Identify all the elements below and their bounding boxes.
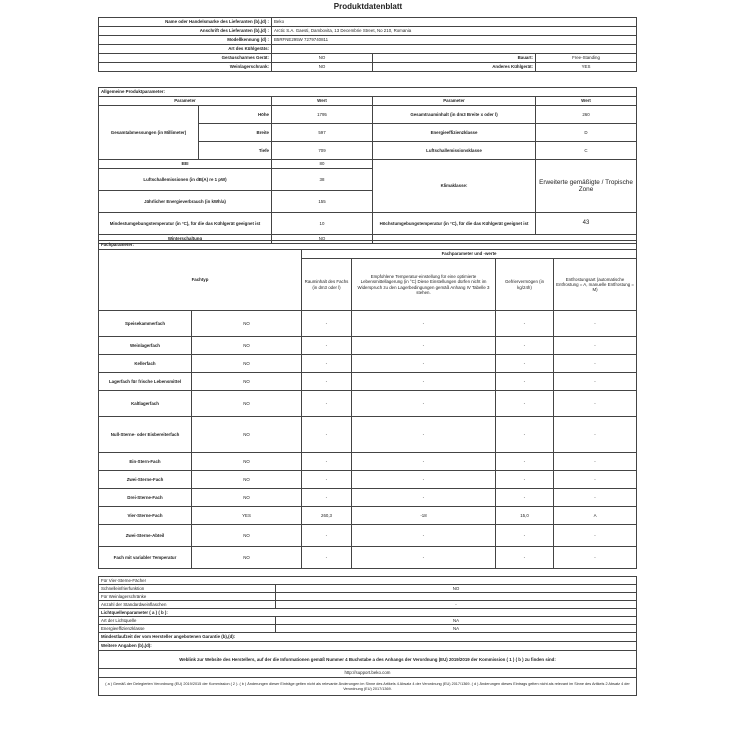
footer-value: NA <box>276 625 637 633</box>
compartment-volume: - <box>302 525 352 547</box>
compartment-present: NO <box>192 525 302 547</box>
supplier-value: Arctic S.A. Gaesti, Dambovita, 13 Decembrie Street, No 210, Romania <box>272 27 637 36</box>
footer-row <box>99 585 637 593</box>
min-temp-value: 10 <box>272 213 373 235</box>
compartment-row <box>99 507 637 525</box>
compartment-defrost: - <box>554 311 637 337</box>
dim-label: Breite <box>199 124 272 142</box>
footer-label: Anzahl der Standardweinflaschen <box>99 601 276 609</box>
compartment-temp: - <box>352 373 496 391</box>
compartment-present: NO <box>192 489 302 507</box>
footer-value <box>276 593 637 601</box>
min-temp-label: Mindestumgebungstemperatur (in °C), für die das Kühlgerät geeignet ist <box>99 213 272 235</box>
compartment-temp: - <box>352 453 496 471</box>
climate-value: Erweiterte gemäßigte / Tropische Zone <box>536 160 637 213</box>
general-section-title: Allgemeine Produktparameter: <box>99 88 637 97</box>
compartment-temp: - <box>352 337 496 355</box>
footer-row <box>99 625 637 633</box>
compartment-row <box>99 525 637 547</box>
footer-label: Art der Lichtquelle <box>99 617 276 625</box>
compartment-defrost: - <box>554 373 637 391</box>
temp-row <box>99 213 637 235</box>
compartment-present: NO <box>192 417 302 453</box>
footer-row <box>99 601 637 609</box>
compartment-freeze: - <box>496 391 554 417</box>
compartment-freeze: - <box>496 489 554 507</box>
footer-label: Schnelleinfrierfunktion <box>99 585 276 593</box>
supplier-label: Name oder Handelsmarke des Lieferanten (b),(d) : <box>99 18 272 27</box>
compartment-name: Lagerfach für frische Lebensmittel <box>99 373 192 391</box>
supplier-label: Anschrift des Lieferanten (b),(d) : <box>99 27 272 36</box>
col-header-temp: Empfohlene Temperatur-einstellung für eine optimierte Lebensmittellagerung (in °C) Diese Einstellungen dürfen nicht im Widerspruch zu den Lagerbedingungen gemäß Anhang IV Tabelle 3 stehen. <box>352 259 496 311</box>
supplier-row <box>99 27 637 36</box>
compartment-row <box>99 337 637 355</box>
header-value: Wert <box>272 97 373 106</box>
winter-value: NO <box>272 235 373 244</box>
compartments-table <box>98 240 637 569</box>
footer-value: NO <box>276 585 637 593</box>
header-param-2: Parameter <box>373 97 536 106</box>
footnote: ( a ) Gemäß der Delegierten Verordnung (EU) 2019/2015 der Kommission ( 2 ). ( b ) Änderungen dieser Einträge gelten nicht als relevante Änderungen im Sinne des Artikels 4 Absatz 4 der Verordnung (EU) 2017/1369. ( d ) Änderungen dieses Eintrags gelten nicht als relevant im Sinne des Artikels 2 Absatz 4 der Verordnung (EU) 2017/1369. <box>99 678 637 696</box>
compartment-freeze: - <box>496 311 554 337</box>
compartment-volume: - <box>302 355 352 373</box>
compartment-volume: - <box>302 453 352 471</box>
footer-value: NA <box>276 617 637 625</box>
compartment-volume: - <box>302 471 352 489</box>
supplier-row <box>99 45 637 54</box>
right-param-label: Luftschallemissionsklasse <box>373 142 536 160</box>
manufacturer-link[interactable]: http://support.beko.com <box>99 669 637 678</box>
pair-right-value: Free-Standing <box>536 54 637 63</box>
max-temp-value: 43 <box>536 213 637 235</box>
supplier-value: B5RFNE295W 7279740811 <box>272 36 637 45</box>
compartment-freeze: - <box>496 471 554 489</box>
energy-label: Jährlicher Energieverbrauch (in kWh/a) <box>99 191 272 213</box>
compartment-name: Kaltlagerfach <box>99 391 192 417</box>
right-param-value: D <box>536 124 637 142</box>
dim-value: 597 <box>272 124 373 142</box>
general-params-table <box>98 87 637 244</box>
supplier-label: Modellkennung (d) : <box>99 36 272 45</box>
right-param-value: 260 <box>536 106 637 124</box>
compartment-name: Zwei-Sterne-Fach <box>99 471 192 489</box>
dim-label: Tiefe <box>199 142 272 160</box>
pair-right-label: Bauart: <box>373 54 536 63</box>
light-title: Lichtquellenparameter ( a ) ( b ): <box>99 609 637 617</box>
footer-row <box>99 593 637 601</box>
compartment-present: NO <box>192 373 302 391</box>
climate-label: Klimaklasse: <box>373 160 536 213</box>
compartment-name: Drei-Sterne-Fach <box>99 489 192 507</box>
compartment-defrost: - <box>554 453 637 471</box>
compartment-present: NO <box>192 471 302 489</box>
compartment-freeze: - <box>496 453 554 471</box>
compartment-temp: - <box>352 547 496 569</box>
compartment-defrost: - <box>554 391 637 417</box>
compartment-temp: - <box>352 311 496 337</box>
max-temp-label: Höchstumgebungstemperatur (in °C), für die das Kühlgerät geeignet ist <box>373 213 536 235</box>
compartments-section-title: Fachparameter: <box>99 241 637 250</box>
compartment-name: Zwei-Sterne-Abteil <box>99 525 192 547</box>
compartment-freeze: 15,0 <box>496 507 554 525</box>
pair-left-value: NO <box>272 63 373 72</box>
four-star-title: Für Vier-Sterne-Fächer <box>99 577 637 585</box>
dims-label: Gesamtabmessungen (in Millimeter) <box>99 106 199 160</box>
energy-value: 155 <box>272 191 373 213</box>
compartment-present: NO <box>192 337 302 355</box>
eei-label: EEI <box>99 160 272 169</box>
compartment-present: YES <box>192 507 302 525</box>
compartment-row <box>99 453 637 471</box>
compartment-defrost: - <box>554 417 637 453</box>
noise-label: Luftschallemissionen (in dB(A) re 1 pW) <box>99 169 272 191</box>
supplier-row <box>99 36 637 45</box>
pair-right-value: YES <box>536 63 637 72</box>
pair-left-label: Weinlagerschrank: <box>99 63 272 72</box>
compartment-temp: -18 <box>352 507 496 525</box>
compartment-temp: - <box>352 489 496 507</box>
compartment-volume: - <box>302 337 352 355</box>
compartment-name: Ein-Stern-Fach <box>99 453 192 471</box>
general-header-row <box>99 97 637 106</box>
compartment-volume: 260,3 <box>302 507 352 525</box>
pair-left-value: NO <box>272 54 373 63</box>
compartment-present: NO <box>192 391 302 417</box>
compartment-volume: - <box>302 489 352 507</box>
footer-row <box>99 617 637 625</box>
supplier-pair-row <box>99 63 637 72</box>
compartment-defrost: - <box>554 525 637 547</box>
compartment-name: Null-Sterne- oder Eisbereiterfach <box>99 417 192 453</box>
compartment-name: Kellerfach <box>99 355 192 373</box>
compartment-temp: - <box>352 391 496 417</box>
compartment-row <box>99 471 637 489</box>
group-header: Fachparameter und -werte <box>302 250 637 259</box>
dim-value: 1795 <box>272 106 373 124</box>
compartment-temp: - <box>352 525 496 547</box>
compartment-defrost: - <box>554 355 637 373</box>
compartment-row <box>99 489 637 507</box>
right-param-value: C <box>536 142 637 160</box>
page-title: Produktdatenblatt <box>333 2 403 11</box>
compartment-freeze: - <box>496 373 554 391</box>
compartment-defrost: - <box>554 471 637 489</box>
pair-left-label: Geräuscharmes Gerät: <box>99 54 272 63</box>
supplier-row <box>99 18 637 27</box>
footer-value: - <box>276 601 637 609</box>
col-header-defrost: Entfrostungsart (automatische Entfrostung = A, manuelle Entfrostung = M) <box>554 259 637 311</box>
compartment-row <box>99 373 637 391</box>
dims-row <box>99 106 637 124</box>
compartment-freeze: - <box>496 355 554 373</box>
supplier-label: Art des Kühlgeräts: <box>99 45 272 54</box>
compartment-present: NO <box>192 355 302 373</box>
compartment-freeze: - <box>496 337 554 355</box>
warranty-label: Mindestlaufzeit der vom Hersteller angebotenen Garantie (b),(d): <box>99 633 637 642</box>
header-param: Parameter <box>99 97 272 106</box>
supplier-value <box>272 45 637 54</box>
info-text: Weblink zur Website des Herstellers, auf der die Informationen gemäß Nummer 4 Buchstabe a des Anhangs der Verordnung (EU) 2019/2019 der Kommission ( 1 ) ( b ) zu finden sind: <box>99 651 637 669</box>
compartment-row <box>99 417 637 453</box>
compartment-volume: - <box>302 311 352 337</box>
fachtyp-header: Fachtyp <box>99 250 302 311</box>
right-param-label: Energieeffizienzklasse <box>373 124 536 142</box>
compartment-defrost: A <box>554 507 637 525</box>
noise-value: 38 <box>272 169 373 191</box>
compartment-row <box>99 547 637 569</box>
info-label: Weitere Angaben (b),(d): <box>99 642 637 651</box>
compartment-name: Speisekammerfach <box>99 311 192 337</box>
compartment-name: Fach mit variabler Temperatur <box>99 547 192 569</box>
col-header-volume: Rauminhalt des Fachs (in dm3 oder l) <box>302 259 352 311</box>
eei-row <box>99 160 637 169</box>
compartment-name: Vier-Sterne-Fach <box>99 507 192 525</box>
eei-value: 80 <box>272 160 373 169</box>
winter-label: Winterschaltung <box>99 235 272 244</box>
compartment-present: NO <box>192 547 302 569</box>
compartment-defrost: - <box>554 547 637 569</box>
compartment-temp: - <box>352 417 496 453</box>
footer-label: Energieeffizienzklasse <box>99 625 276 633</box>
pair-right-label: Anderes Kühlgerät: <box>373 63 536 72</box>
compartment-volume: - <box>302 547 352 569</box>
footer-table <box>98 576 637 696</box>
compartment-temp: - <box>352 471 496 489</box>
compartment-temp: - <box>352 355 496 373</box>
compartment-row <box>99 391 637 417</box>
compartment-defrost: - <box>554 489 637 507</box>
compartment-row <box>99 355 637 373</box>
compartment-volume: - <box>302 417 352 453</box>
compartment-name: Weinlagerfach <box>99 337 192 355</box>
compartment-freeze: - <box>496 547 554 569</box>
compartment-present: NO <box>192 453 302 471</box>
supplier-table <box>98 17 637 72</box>
right-param-label: Gesamtrauminhalt (in dm3 Breite x oder l) <box>373 106 536 124</box>
supplier-value: Beko <box>272 18 637 27</box>
footer-label: Für Weinlagerschränke <box>99 593 276 601</box>
compartment-volume: - <box>302 373 352 391</box>
col-header-freeze: Gefriervermögen (in kg/24h) <box>496 259 554 311</box>
dim-label: Höhe <box>199 106 272 124</box>
compartment-row <box>99 311 637 337</box>
compartment-volume: - <box>302 391 352 417</box>
compartment-freeze: - <box>496 525 554 547</box>
dim-value: 709 <box>272 142 373 160</box>
supplier-pair-row <box>99 54 637 63</box>
compartment-freeze: - <box>496 417 554 453</box>
header-value-2: Wert <box>536 97 637 106</box>
compartment-defrost: - <box>554 337 637 355</box>
compartment-present: NO <box>192 311 302 337</box>
